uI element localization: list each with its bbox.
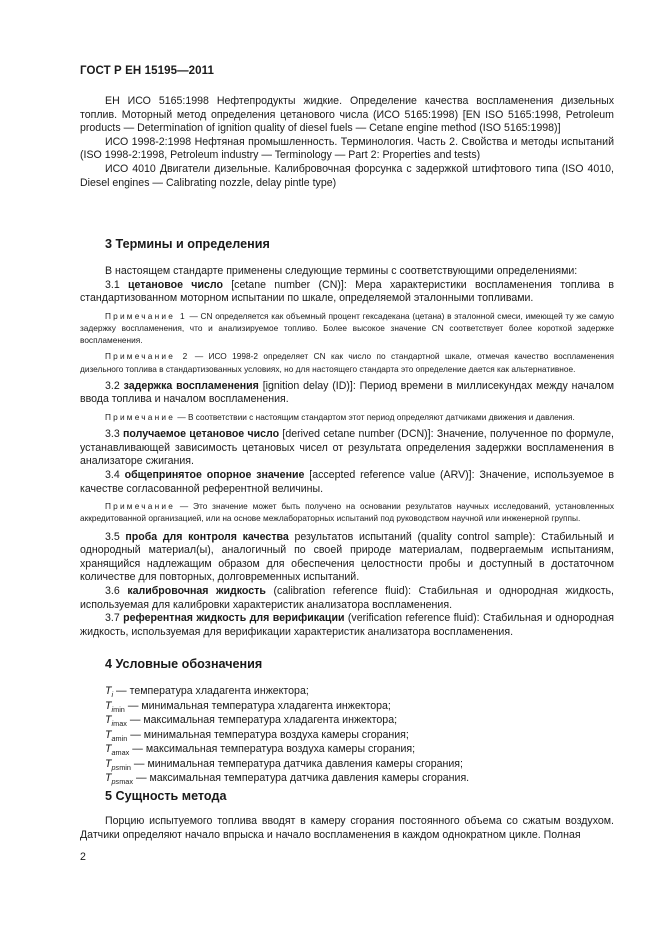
term-name: проба для контроля качества: [125, 530, 289, 543]
term-name: калибровочная жидкость: [127, 584, 266, 597]
symbol-item: $T_{amin}$ — минимальная температура воздуха камеры сгорания;: [105, 728, 409, 743]
term-3-4: 3.4 общепринятое опорное значение [accepted reference value (ARV)]: Значение, используемое в качестве согласованной референтной величины.: [80, 468, 615, 495]
term-name: общепринятое опорное значение: [124, 468, 305, 481]
section-5-paragraph: Порцию испытуемого топлива вводят в камеру сгорания постоянного объема со сжатым воздухом. Датчики определяют начало впрыска и начало воспламенения в каждом однократном цикле. Полная: [80, 815, 614, 841]
symbol-item: $T_{psmax}$ — максимальная температура датчика давления камеры сгорания.: [105, 772, 470, 786]
section-3-body: [80, 265, 614, 639]
term-3-7: 3.7 референтная жидкость для верификации (verification reference fluid): Стабильная и однородная жидкость, используемая для верификации характеристик анализатора воспламенения.: [80, 612, 614, 638]
section-5-body: [80, 815, 614, 842]
section-3-title: 3 Термины и определения: [105, 237, 270, 251]
symbols-list: [105, 686, 469, 788]
reference-iso-1998-2: ИСО 1998-2:1998 Нефтяная промышленность. Терминология. Часть 2. Свойства и методы испытаний (ISO 1998-2:1998, Petroleum industry — Terminology — Part 2: Properties and tests): [80, 135, 614, 162]
term-name: задержка воспламенения: [123, 379, 259, 392]
symbol-item: $T_{imax}$ — максимальная температура хладагента инжектора;: [105, 714, 398, 728]
reference-iso-5165: ЕН ИСО 5165:1998 Нефтепродукты жидкие. Определение качества воспламенения дизельных топлив. Моторный метод определения цетанового числа (ИСО 5165:1998) [EN ISO 5165:1998, Petroleum products — Determination of ignition quality of diesel fuels — Cetane engine method (ISO 5165:1998)]: [80, 95, 614, 135]
term-3-1: 3.1 цетановое число [cetane number (CN)]: Мера характеристики воспламенения топлива в стандартизованном моторном испытании по шкале, определяемой эталонными топливами.: [80, 278, 615, 305]
note-3-1a: Примечание 1 — CN определяется как объемный процент гексадекана (цетана) в эталонной смеси, имеющей ту же самую задержку воспламенения, что и анализируемое топливо. Более высокое значение CN соответствует более короткой задержке воспламенения.: [80, 310, 615, 346]
symbol-item: $T_{imin}$ — минимальная температура хладагента инжектора;: [105, 699, 391, 714]
note-3-1b: Примечание 2 — ИСО 1998-2 определяет CN как число по стандартной шкале, отмечая качество воспламенения дизельного топлива в стандартизованных условиях, но для настоящего стандарта это определение дается как альтернативное.: [80, 351, 615, 374]
page-number: 2: [80, 851, 86, 863]
term-name: референтная жидкость для верификации: [123, 612, 345, 625]
reference-iso-4010: ИСО 4010 Двигатели дизельные. Калибровочная форсунка с задержкой штифтового типа (ISO 4010, Diesel engines — Calibrating nozzle, delay pintle type): [80, 162, 614, 189]
term-3-5: 3.5 проба для контроля качества результатов испытаний (quality control sample): Стабильный и однородный материал(ы), аналогичный по своей природе материалам, подвергаемым испытаниям, хранящийся надлежащим образом для обеспечения целостности пробы и доступный в достаточном количестве для повторных, долговременных испытаний.: [80, 530, 614, 584]
note-3-2: Примечание — В соответствии с настоящим стандартом этот период определяют датчиками движения и давления.: [105, 411, 575, 422]
section-4-title: 4 Условные обозначения: [105, 657, 263, 671]
term-name: получаемое цетановое число: [123, 428, 280, 441]
term-3-3: 3.3 получаемое цетановое число [derived cetane number (DCN)]: Значение, полученное по формуле, устанавливающей зависимость цетановых чисел от результата определения задержки воспламенения в анализаторе сжигания.: [80, 428, 614, 468]
symbol-item: $T_i$ — температура хладагента инжектора;: [105, 685, 309, 699]
term-3-2: 3.2 задержка воспламенения [ignition delay (ID)]: Период времени в миллисекундах между началом ввода топлива и началом воспламенения.: [80, 379, 615, 406]
symbol-item: $T_{psmin}$ — минимальная температура датчика давления камеры сгорания;: [105, 757, 463, 772]
symbol-item: $T_{amax}$ — максимальная температура воздуха камеры сгорания;: [105, 743, 416, 757]
term-3-6: 3.6 калибровочная жидкость (calibration reference fluid): Стабильная и однородная жидкость, используемая для калибровки характеристик анализатора воспламенения.: [80, 584, 615, 611]
note-3-4: Примечание — Это значение может быть получено на основании результатов научных исследований, установленных аккредитованной организацией, или на основе межлабораторных испытаний под руководством научной или инженерной группы.: [80, 501, 614, 524]
section-3-intro: В настоящем стандарте применены следующие термины с соответствующими определениями:: [105, 265, 578, 277]
term-name: цетановое число: [128, 278, 223, 291]
document-header: ГОСТ Р ЕН 15195—2011: [80, 65, 215, 77]
section-5-title: 5 Сущность метода: [105, 789, 227, 803]
normative-references: [80, 95, 614, 190]
